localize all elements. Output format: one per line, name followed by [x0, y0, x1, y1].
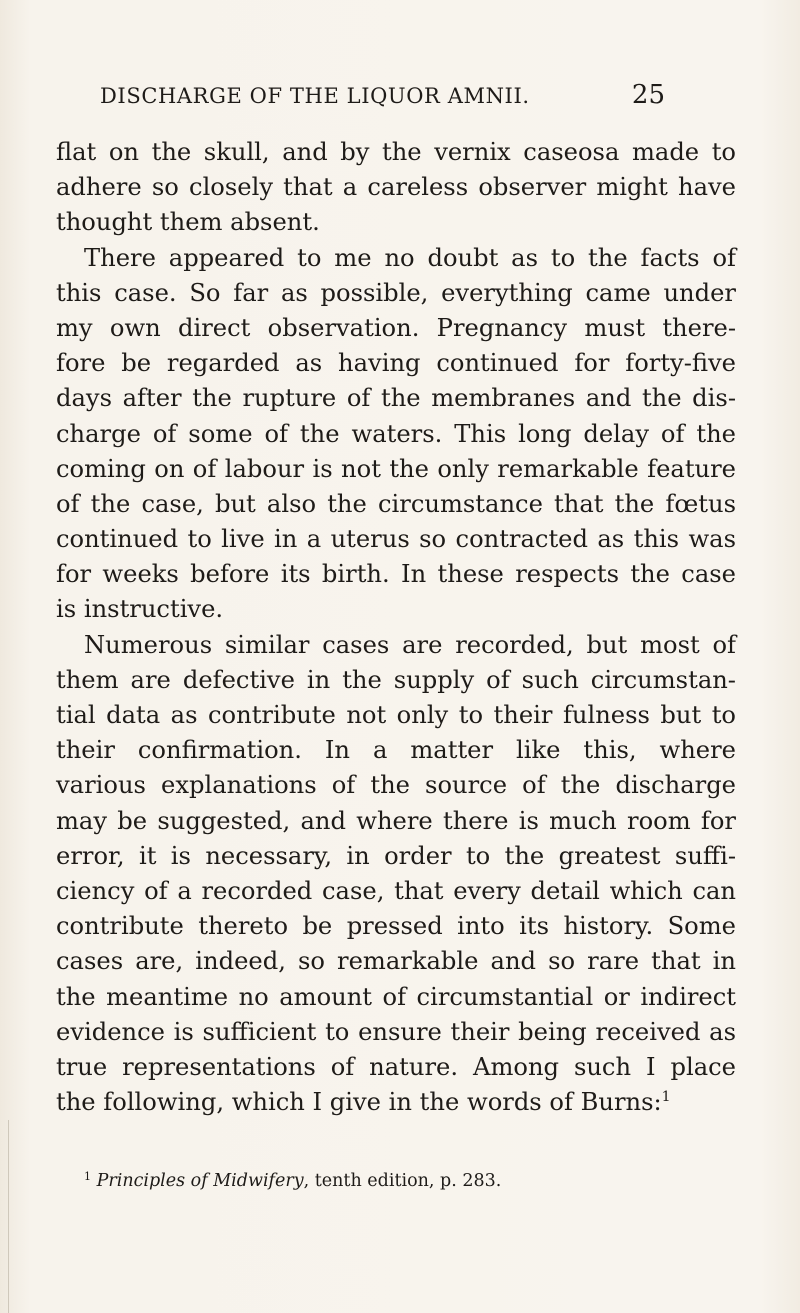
text-line: continued to live in a uterus so contracted as this was [56, 525, 736, 554]
footnote-book-title: Principles of Midwifery [96, 1171, 304, 1191]
body-text [56, 135, 736, 1120]
text-line: charge of some of the waters. This long delay of the [56, 419, 736, 448]
footnote-marker: 1 [84, 1170, 91, 1183]
footnote-reference: 1 [661, 1089, 671, 1106]
text-line: of the case, but also the circumstance that the fœtus [56, 489, 736, 518]
text-line: my own direct observation. Pregnancy must there- [56, 313, 736, 342]
text-line: various explanations of the source of the discharge [56, 771, 736, 800]
footnote-citation: , tenth edition, p. 283. [303, 1171, 502, 1191]
text-line: tial data as contribute not only to their fulness but to [56, 701, 736, 729]
text-line: coming on of labour is not the only remarkable feature [56, 454, 736, 483]
text-line: flat on the skull, and by the vernix caseosa made to [56, 138, 736, 166]
text-line: Numerous similar cases are recorded, but most of [84, 630, 736, 659]
text-line: is instructive. [56, 595, 224, 624]
text-line: days after the rupture of the membranes and the dis- [56, 384, 736, 413]
text-line: cases are, indeed, so remarkable and so rare that in [56, 947, 736, 976]
page-header [100, 80, 665, 120]
text-line: contribute thereto be pressed into its history. Some [56, 912, 736, 941]
text-line: may be suggested, and where there is much room for [56, 806, 736, 835]
text-line: the meantime no amount of circumstantial or indirect [56, 982, 736, 1011]
text-line: ciency of a recorded case, that every detail which can [56, 876, 736, 905]
text-line: them are defective in the supply of such circumstan- [56, 665, 736, 694]
last-line-text: the following, which I give in the words of Burns: [56, 1088, 662, 1117]
text-line: There appeared to me no doubt as to the facts of [84, 243, 736, 272]
text-line-last [56, 1085, 736, 1120]
text-line: their confirmation. In a matter like this, where [56, 736, 736, 765]
text-line: fore be regarded as having continued for forty-five [56, 349, 736, 378]
running-title: DISCHARGE OF THE LIQUOR AMNII. [100, 84, 530, 108]
text-line: evidence is sufficient to ensure their being received as [56, 1017, 736, 1046]
text-line: true representations of nature. Among such I place [56, 1052, 736, 1081]
text-line: this case. So far as possible, everything came under [56, 278, 736, 307]
footnote [84, 1170, 501, 1191]
binding-shadow [8, 1120, 9, 1313]
text-line: thought them absent. [56, 208, 320, 237]
page-number: 25 [631, 80, 665, 110]
text-line: error, it is necessary, in order to the greatest suffi- [56, 841, 736, 870]
text-line: for weeks before its birth. In these respects the case [56, 560, 736, 589]
text-line: adhere so closely that a careless observer might have [56, 173, 736, 202]
